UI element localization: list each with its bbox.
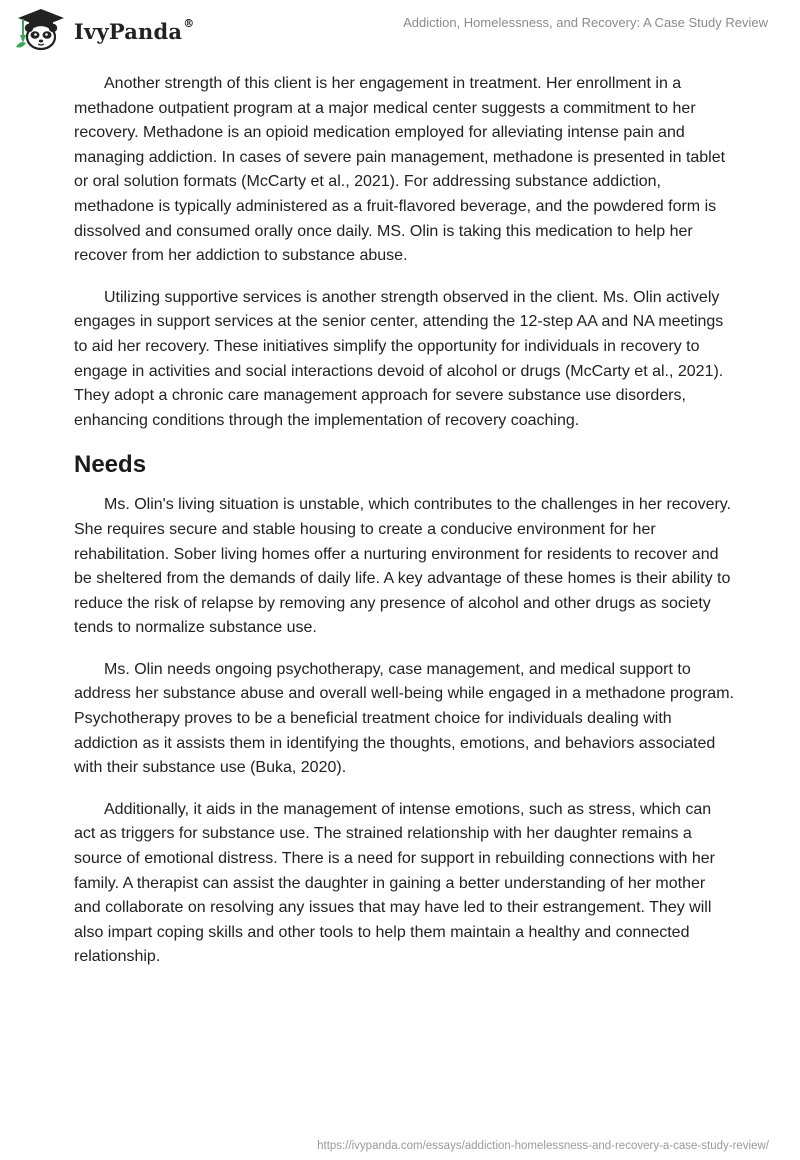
- essay-content: [74, 72, 734, 987]
- document-title: Addiction, Homelessness, and Recovery: A Case Study Review: [403, 15, 768, 30]
- section-heading-needs: Needs: [74, 451, 147, 479]
- paragraph: Another strength of this client is her engagement in treatment. Her enrollment in a methadone outpatient program at a major medical center suggests a commitment to her recovery. Methadone is an opioid medication employed for alleviating intense pain and managing addiction. In cases of severe pain management, methadone is presented in tablet or oral solution formats (McCarty et al., 2021). For addressing substance addiction, methadone is typically administered as a fruit-flavored beverage, and the powdered form is dissolved and consumed orally once daily. MS. Olin is taking this medication to help her recover from her addiction to substance abuse.: [74, 75, 726, 265]
- paragraph: Ms. Olin's living situation is unstable, which contributes to the challenges in her recovery. She requires secure and stable housing to create a conducive environment for her rehabilitation. Sober living homes offer a nurturing environment for residents to recover and be sheltered from the demands of daily life. A key advantage of these homes is their ability to reduce the risk of relapse by removing any presence of alcohol and other drugs as society tends to normalize substance use.: [74, 496, 732, 637]
- source-url[interactable]: https://ivypanda.com/essays/addiction-homelessness-and-recovery-a-case-study-review/: [317, 1140, 769, 1152]
- page-header: [0, 0, 800, 60]
- brand-name: IvyPanda®: [74, 16, 195, 44]
- paragraph: Utilizing supportive services is another strength observed in the client. Ms. Olin actively engages in support services at the senior center, attending the 12-step AA and NA meetings to aid her recovery. These initiatives simplify the opportunity for individuals in recovery to engage in activities and social interactions devoid of alcohol or drugs (McCarty et al., 2021). They adopt a chronic care management approach for severe substance use disorders, enhancing conditions through the implementation of recovery coaching.: [74, 288, 724, 429]
- registered-mark: ®: [183, 16, 195, 30]
- panda-graduate-icon: [14, 7, 68, 53]
- paragraph: Ms. Olin needs ongoing psychotherapy, case management, and medical support to address her substance abuse and overall well-being while engaged in a methadone program. Psychotherapy proves to be a beneficial treatment choice for individuals dealing with addiction as it assists them in identifying the thoughts, emotions, and behaviors associated with their substance use (Buka, 2020).: [74, 660, 734, 777]
- ivypanda-logo[interactable]: [14, 7, 194, 53]
- paragraph: Additionally, it aids in the management of intense emotions, such as stress, which can act as triggers for substance use. The strained relationship with her daughter remains a source of emotional distress. There is a need for support in rebuilding connections with her family. A therapist can assist the daughter in gaining a better understanding of her mother and collaborate on resolving any issues that may have led to their estrangement. They will also impart coping skills and other tools to help them maintain a healthy and connected relationship.: [74, 800, 715, 966]
